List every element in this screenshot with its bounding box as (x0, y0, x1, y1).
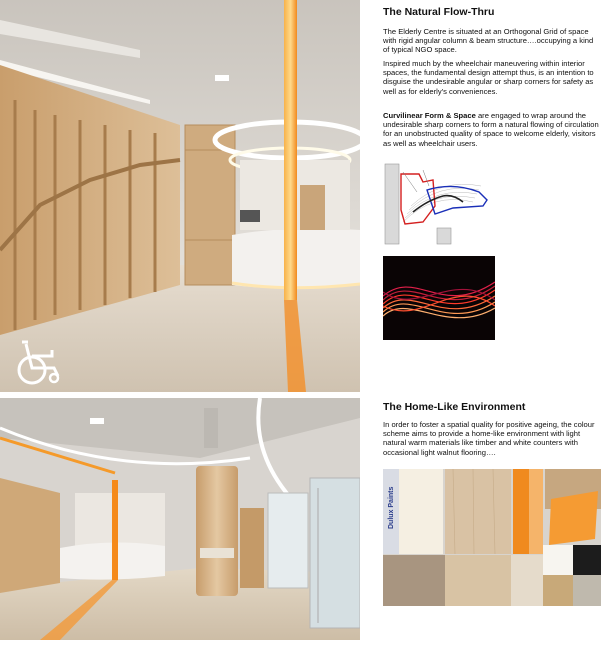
flowing-lines-image (383, 256, 495, 340)
interior-photo-home-like (0, 398, 360, 640)
section-title-home-like: The Home-Like Environment (383, 401, 526, 413)
interior-photo-flow-thru (0, 0, 360, 392)
section-title-flow-thru: The Natural Flow-Thru (383, 6, 495, 18)
paragraph-curvilinear-rest: are engaged to wrap around the undesirable sharp corners to form a natural flowing of circulation for an unobstructed quality of space to welcome elderly, visitors as well as wheelchair users. (383, 111, 599, 148)
paragraph-wheelchair-inspiration: Inspired much by the wheelchair maneuvering within interior spaces, the fundamental design attempt thus, is an intention to disguise the undesirable angular or sharp corners for safety as well as for elderly's conveniences. (383, 59, 594, 96)
dulux-paints-label: Dulux Paints (388, 486, 395, 529)
paragraph-colour-scheme: In order to foster a spatial quality for positive ageing, the colour scheme aims to provide a home-like environment with light natural warm materials like timber and white counters with occasional light walnut flooring…. (383, 420, 595, 457)
paragraph-curvilinear-form (383, 111, 599, 148)
emphasis-curvilinear: Curvilinear Form & Space (383, 111, 476, 120)
wheelchair-plan-diagram (383, 162, 495, 246)
material-swatch-board (383, 469, 601, 606)
paragraph-grid-description: The Elderly Centre is situated at an Orthogonal Grid of space with rigid angular column & beam structure….occupying a kind of typical NGO space. (383, 27, 594, 55)
